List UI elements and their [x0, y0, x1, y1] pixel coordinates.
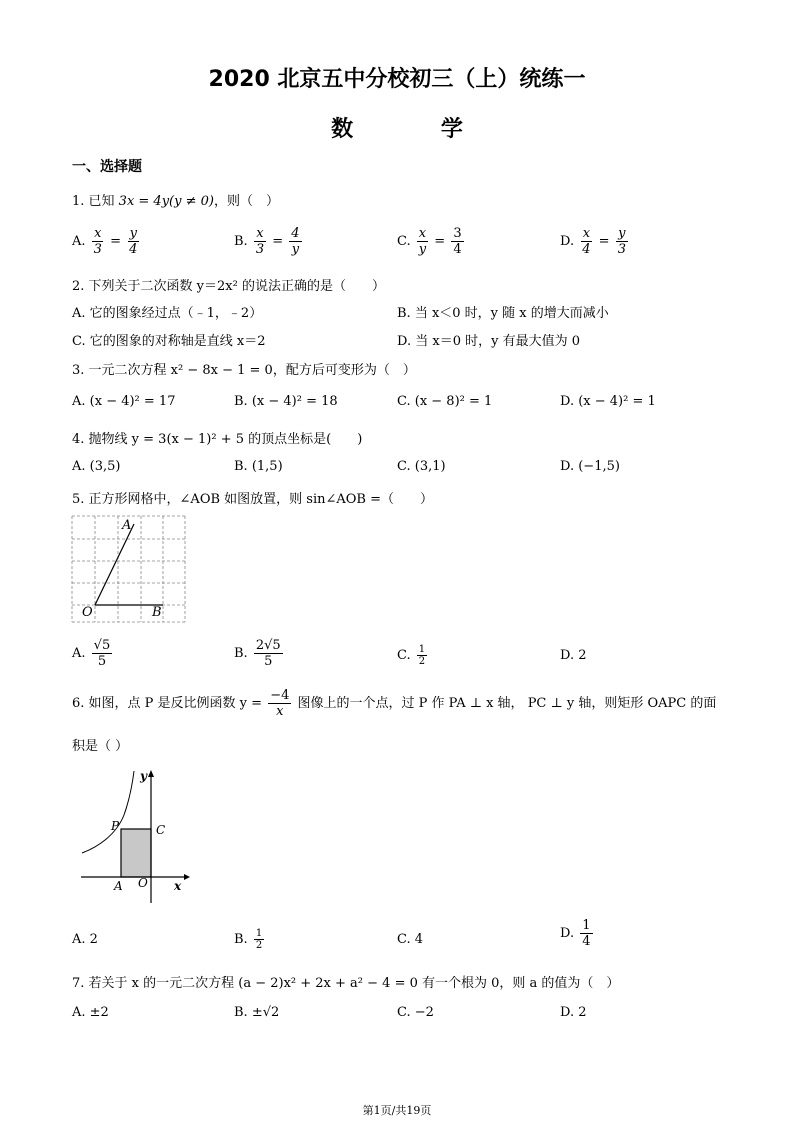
q6-graph-figure	[76, 765, 196, 905]
rectangle-oapc	[121, 829, 151, 877]
q1-option-b[interactable]: B. $\frac{x}{3}$ = $\frac{4}{y}$	[234, 226, 300, 257]
label-y: y	[140, 769, 147, 783]
q2-option-b[interactable]: B. 当 x＜0 时，y 随 x 的增大而减小	[397, 306, 609, 321]
q4-option-a[interactable]: A. (3,5)	[72, 459, 121, 474]
label-c: C	[156, 823, 166, 837]
q4-option-b[interactable]: B. (1,5)	[234, 459, 283, 474]
ray-oa	[95, 524, 134, 605]
q1-option-c[interactable]: C. $\frac{x}{y}$ = $\frac{3}{4}$	[397, 226, 462, 257]
q1-stem: 1. 已知 3x = 4y(y ≠ 0)，则（ ）	[72, 194, 279, 209]
q6-option-c[interactable]: C. 4	[397, 932, 424, 947]
q5-option-b[interactable]: B. $\frac{2√5}{5}$	[234, 638, 281, 669]
q2-option-d[interactable]: D. 当 x＝0 时，y 有最大值为 0	[397, 334, 580, 349]
q6-option-d[interactable]: D. $\frac{1}{4}$	[560, 918, 591, 949]
q2-option-a[interactable]: A. 它的图象经过点（﹣1，﹣2）	[72, 306, 263, 321]
label-o: O	[138, 876, 148, 890]
q3-option-c[interactable]: C. (x − 8)² = 1	[397, 394, 493, 409]
q5-option-d[interactable]: D. 2	[560, 648, 587, 663]
q4-option-c[interactable]: C. (3,1)	[397, 459, 446, 474]
q5-option-c[interactable]: C. $\frac{1}{2}$	[397, 644, 426, 667]
subject-title: 数 学	[331, 117, 503, 142]
q3-stem: 3. 一元二次方程 x² − 8x − 1 = 0，配方后可变形为（ ）	[72, 363, 416, 378]
q7-option-d[interactable]: D. 2	[560, 1005, 587, 1020]
q5-grid-figure	[70, 512, 190, 628]
label-x: x	[174, 879, 182, 893]
q3-option-d[interactable]: D. (x − 4)² = 1	[560, 394, 656, 409]
q1-option-a[interactable]: A. $\frac{x}{3}$ = $\frac{y}{4}$	[72, 226, 138, 257]
label-p: P	[111, 819, 120, 833]
q5-stem: 5. 正方形网格中，∠AOB 如图放置，则 sin∠AOB =（ ）	[72, 492, 434, 507]
label-a: A	[114, 879, 123, 893]
label-b: B	[152, 605, 162, 620]
q1-option-d[interactable]: D. $\frac{x}{4}$ = $\frac{y}{3}$	[560, 226, 626, 257]
q4-stem: 4. 抛物线 y = 3(x − 1)² + 5 的顶点坐标是( )	[72, 432, 363, 447]
q6-option-a[interactable]: A. 2	[72, 932, 98, 947]
q2-stem: 2. 下列关于二次函数 y＝2x² 的说法正确的是（ ）	[72, 279, 385, 294]
section-heading: 一、选择题	[72, 159, 142, 175]
q2-option-c[interactable]: C. 它的图象的对称轴是直线 x＝2	[72, 334, 266, 349]
q7-option-b[interactable]: B. ±√2	[234, 1005, 280, 1020]
q5-option-a[interactable]: A. $\frac{√5}{5}$	[72, 638, 111, 669]
q7-option-a[interactable]: A. ±2	[72, 1005, 109, 1020]
q3-option-b[interactable]: B. (x − 4)² = 18	[234, 394, 338, 409]
q3-option-a[interactable]: A. (x − 4)² = 17	[72, 394, 176, 409]
q6-option-b[interactable]: B. $\frac{1}{2}$	[234, 928, 263, 951]
q7-stem: 7. 若关于 x 的一元二次方程 (a − 2)x² + 2x + a² − 4 = 0 有一个根为 0，则 a 的值为（ ）	[72, 976, 620, 991]
page-title: 2020 北京五中分校初三（上）统练一	[208, 67, 586, 92]
q6-stem-cont: 积是（ ）	[72, 739, 129, 754]
q4-option-d[interactable]: D. (−1,5)	[560, 459, 620, 474]
page-footer: 第1页/共19页	[362, 1104, 432, 1117]
label-o: O	[82, 605, 93, 620]
label-a: A	[122, 518, 132, 533]
q6-stem: 6. 如图，点 P 是反比例函数 y = $\frac{-4}{x}$ 图像上的一个点，过 P 作 PA ⊥ x 轴， PC ⊥ y 轴，则矩形 OAPC 的面	[72, 688, 717, 719]
q7-option-c[interactable]: C. −2	[397, 1005, 434, 1020]
